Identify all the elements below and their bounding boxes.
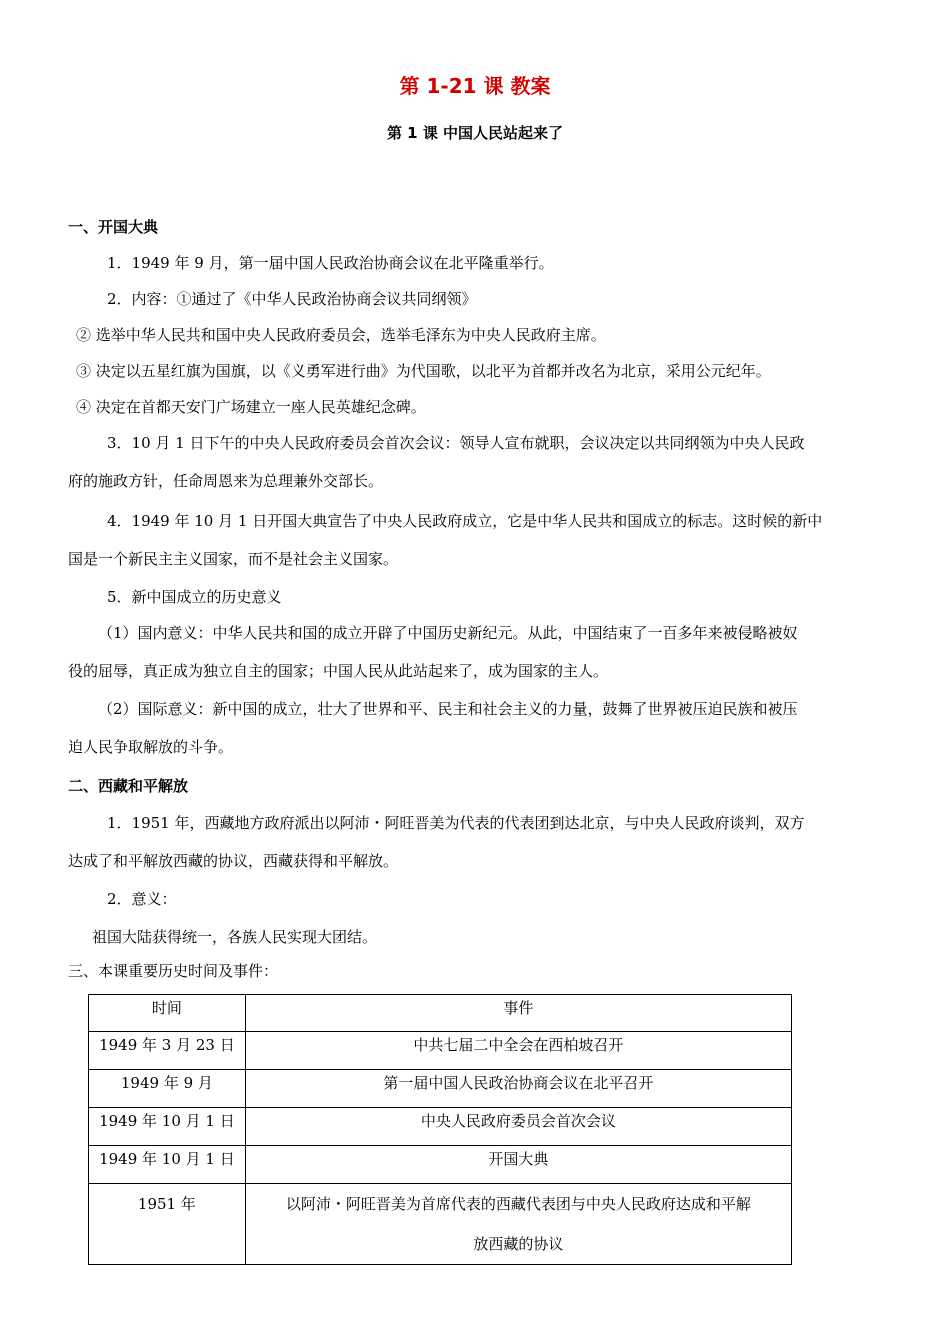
paragraph-line: 祖国大陆获得统一，各族人民实现大团结。 (92, 928, 378, 946)
paragraph-line: ③ 决定以五星红旗为国旗，以《义勇军进行曲》为代国歌，以北平为首都并改名为北京，采用公元纪年。 (76, 362, 771, 380)
paragraph-line: ④ 决定在首都天安门广场建立一座人民英雄纪念碑。 (76, 398, 426, 416)
table-row (89, 1184, 792, 1265)
paragraph-line: 迫人民争取解放的斗争。 (68, 738, 234, 756)
table-cell-time: 1949 年 10 月 1 日 (89, 1146, 246, 1184)
table-cell-time: 1949 年 10 月 1 日 (89, 1108, 246, 1146)
paragraph-line: 4．1949 年 10 月 1 日开国大典宣告了中央人民政府成立，它是中华人民共和国成立的标志。这时候的新中 (107, 512, 823, 530)
paragraph-line: ② 选举中华人民共和国中央人民政府委员会，选举毛泽东为中央人民政府主席。 (76, 326, 606, 344)
section-heading-2: 二、西藏和平解放 (68, 777, 189, 795)
lesson-title: 第 1 课 中国人民站起来了 (386, 124, 564, 142)
paragraph-line: 5．新中国成立的历史意义 (107, 588, 282, 606)
paragraph-line: 府的施政方针，任命周恩来为总理兼外交部长。 (68, 472, 384, 490)
paragraph-line: （1）国内意义：中华人民共和国的成立开辟了中国历史新纪元。从此，中国结束了一百多年来被侵略被奴 (98, 624, 798, 642)
page-title: 第 1-21 课 教案 (399, 74, 551, 98)
table-row (89, 1146, 792, 1184)
table-cell-time: 1949 年 9 月 (89, 1070, 246, 1108)
table-header-time: 时间 (89, 995, 246, 1032)
section-heading-3: 三、本课重要历史时间及事件： (68, 962, 279, 980)
table-cell-event: 开国大典 (245, 1146, 791, 1184)
section-heading-1: 一、开国大典 (68, 218, 159, 236)
events-table (88, 994, 792, 1265)
paragraph-line: 3．10 月 1 日下午的中央人民政府委员会首次会议：领导人宣布就职，会议决定以共同纲领为中央人民政 (107, 434, 805, 452)
table-cell-event: 中央人民政府委员会首次会议 (245, 1108, 791, 1146)
paragraph-line: 1．1949 年 9 月，第一届中国人民政治协商会议在北平隆重举行。 (107, 254, 554, 272)
paragraph-line: 2．意义： (107, 890, 177, 908)
table-cell-event: 中共七届二中全会在西柏坡召开 (245, 1032, 791, 1070)
table-cell-time-text: 1951 年 (137, 1195, 196, 1213)
table-cell-event: 第一届中国人民政治协商会议在北平召开 (245, 1070, 791, 1108)
paragraph-line: 国是一个新民主主义国家，而不是社会主义国家。 (68, 550, 399, 568)
table-cell-event (245, 1184, 791, 1265)
table-cell-time: 1949 年 3 月 23 日 (89, 1032, 246, 1070)
table-row (89, 1070, 792, 1108)
table-header-event: 事件 (245, 995, 791, 1032)
paragraph-line: （2）国际意义：新中国的成立，壮大了世界和平、民主和社会主义的力量，鼓舞了世界被压迫民族和被压 (98, 700, 798, 718)
table-row (89, 1108, 792, 1146)
paragraph-line: 达成了和平解放西藏的协议，西藏获得和平解放。 (68, 852, 399, 870)
paragraph-line: 1．1951 年，西藏地方政府派出以阿沛・阿旺晋美为代表的代表团到达北京，与中央人民政府谈判，双方 (107, 814, 805, 832)
table-cell-time (89, 1184, 246, 1265)
paragraph-line: 2．内容：①通过了《中华人民政治协商会议共同纲领》 (107, 290, 477, 308)
table-cell-event-line-2: 放西藏的协议 (473, 1235, 564, 1253)
table-row (89, 1032, 792, 1070)
table-header-row (89, 995, 792, 1032)
paragraph-line: 役的屈辱，真正成为独立自主的国家；中国人民从此站起来了，成为国家的主人。 (68, 662, 609, 680)
table-cell-event-line-1: 以阿沛・阿旺晋美为首席代表的西藏代表团与中央人民政府达成和平解 (285, 1195, 751, 1213)
